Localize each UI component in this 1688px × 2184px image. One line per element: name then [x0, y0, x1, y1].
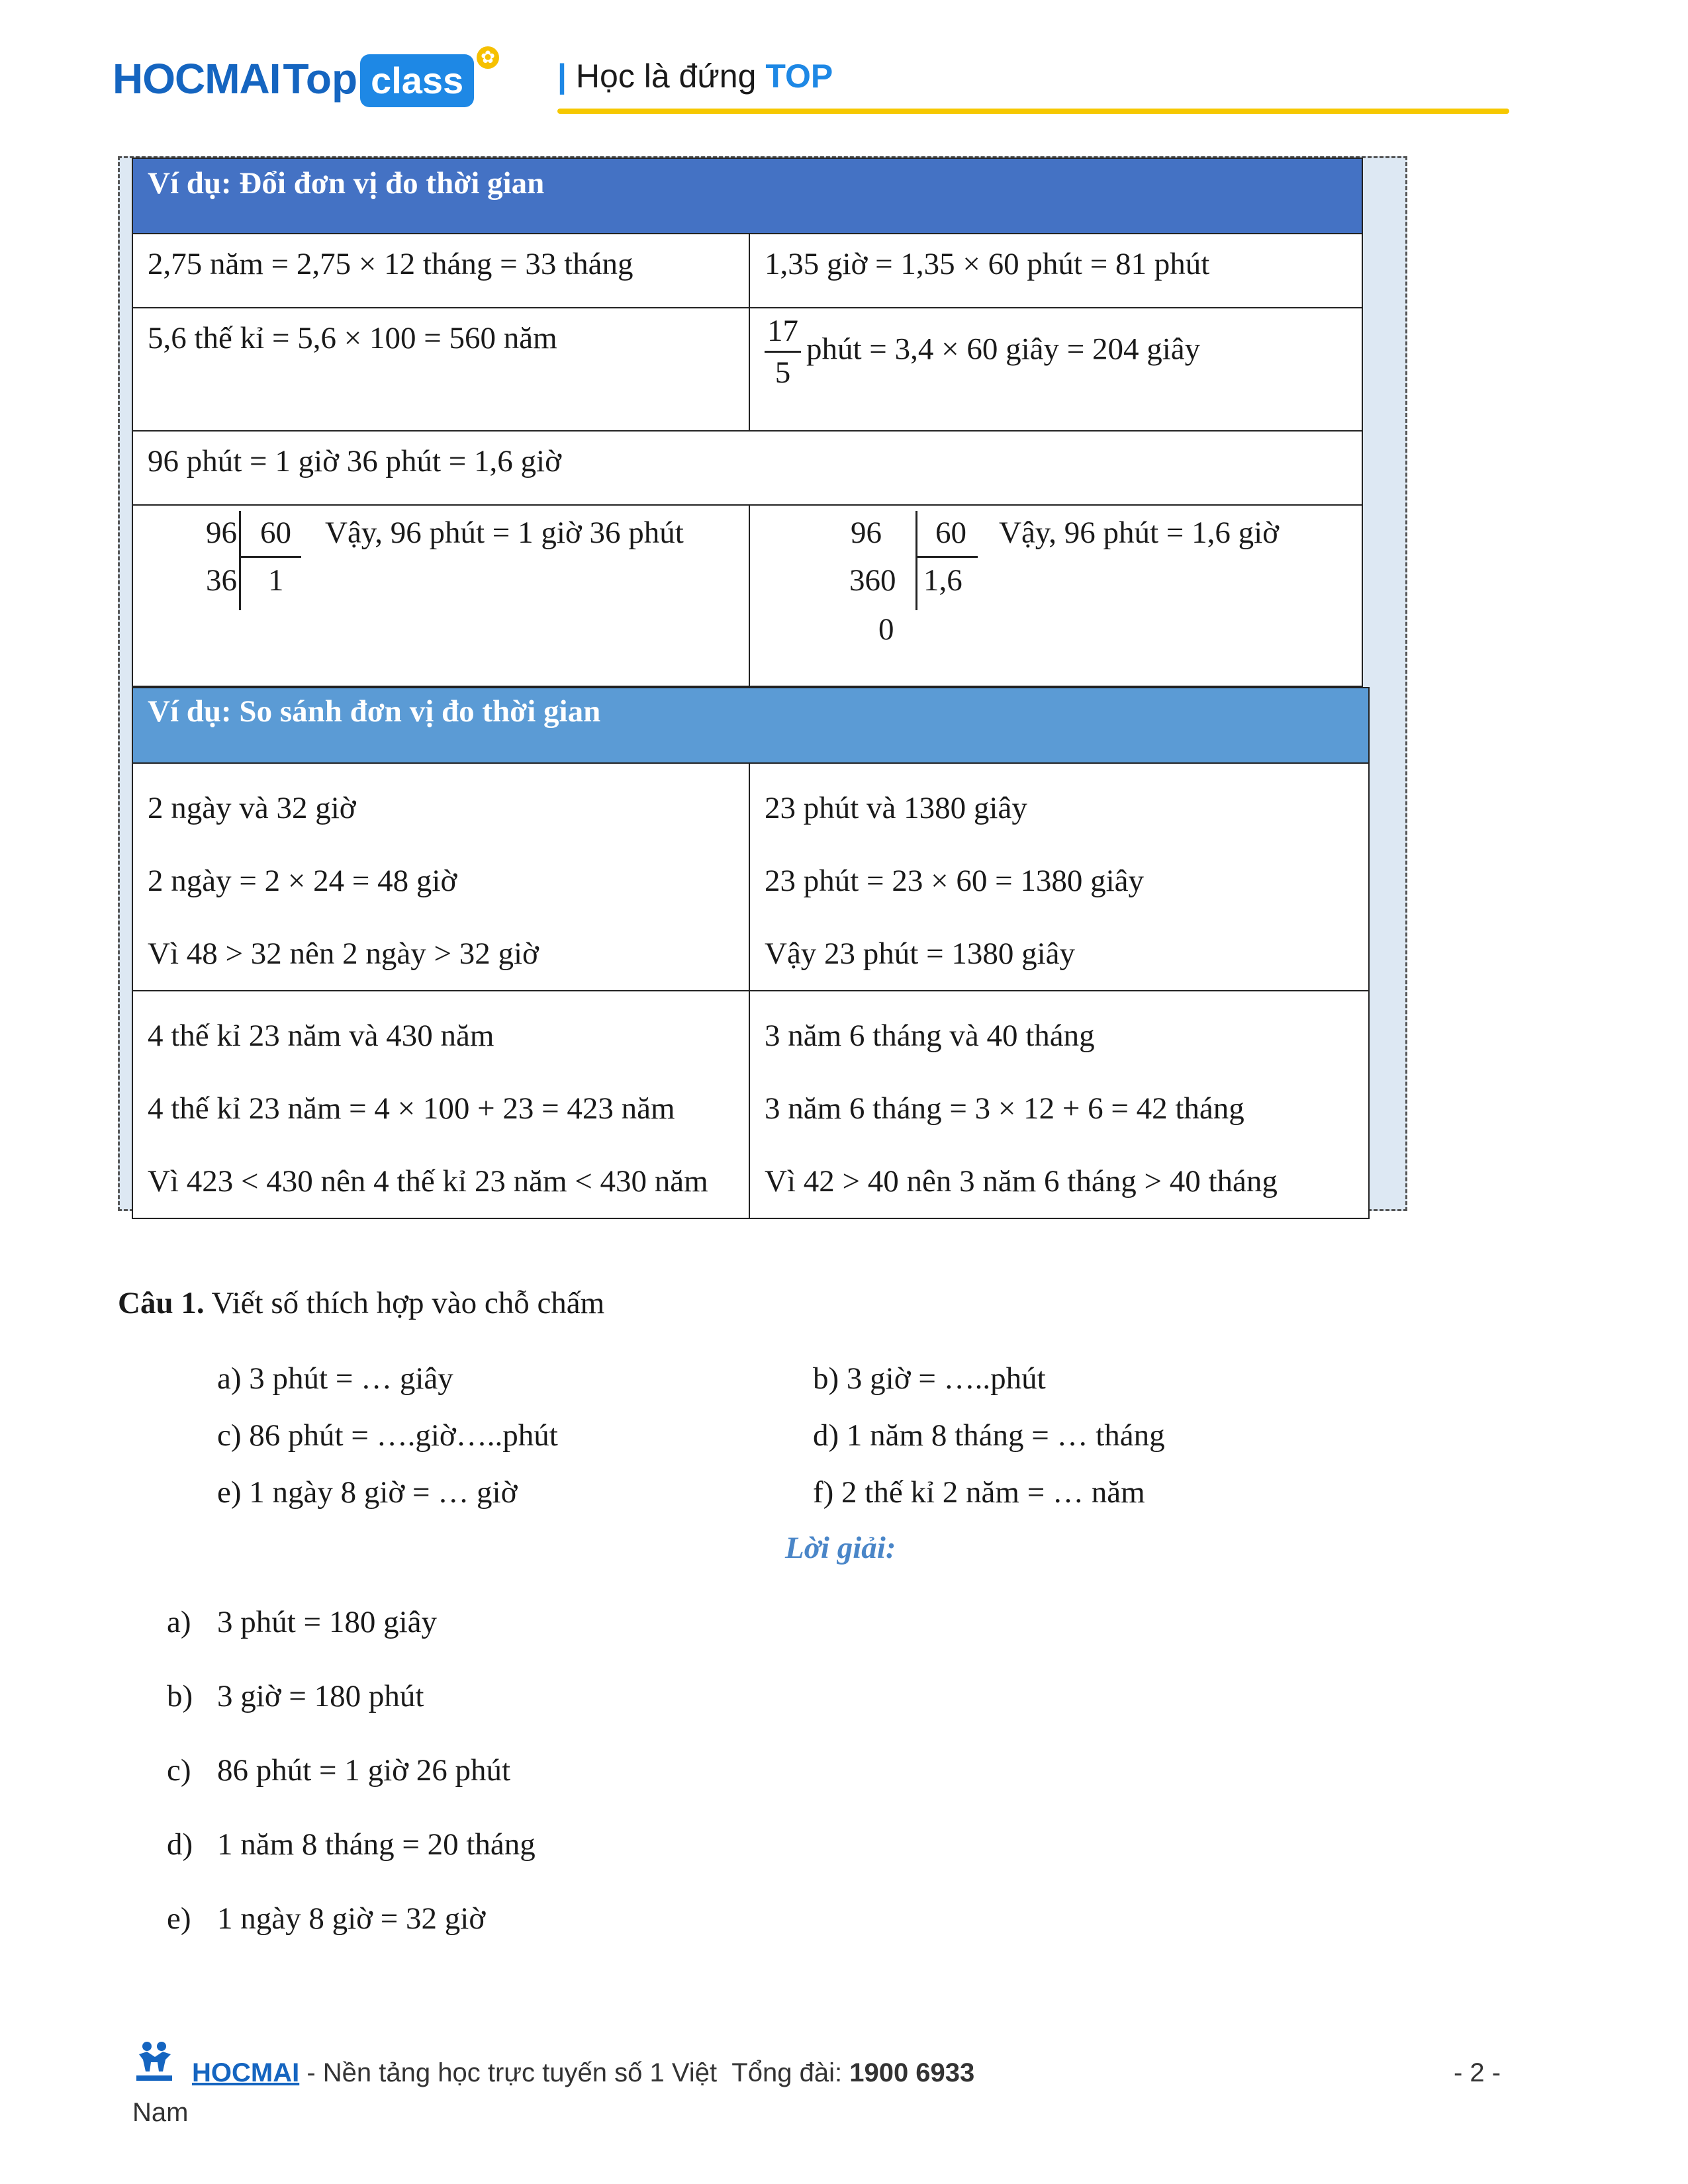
logo-top: Top — [283, 55, 358, 103]
question-item-b: b) 3 giờ = …..phút — [813, 1361, 1046, 1396]
table-cell — [749, 991, 1369, 1218]
division-line — [240, 556, 301, 558]
question-item-f: f) 2 thế kỉ 2 năm = … năm — [813, 1475, 1145, 1510]
footer-line — [192, 2058, 974, 2088]
answer-text: 1 ngày 8 giờ = 32 giờ — [217, 1901, 486, 1936]
slogan-text: Học là đứng — [575, 58, 757, 95]
answer-label: c) — [167, 1753, 191, 1788]
answer-label: d) — [167, 1827, 193, 1862]
answer-text: 86 phút = 1 giờ 26 phút — [217, 1753, 511, 1788]
cell-line: 2 ngày = 2 × 24 = 48 giờ — [148, 864, 457, 898]
division-cell-2 — [749, 505, 1362, 686]
hotline-number: 1900 6933 — [849, 2058, 975, 2087]
question-label: Câu 1. — [118, 1286, 205, 1320]
footer-brand-link[interactable]: HOCMAI — [192, 2058, 300, 2087]
footer-text-wrap: Nam — [132, 2098, 189, 2127]
table-cell — [132, 991, 749, 1218]
division-note: Vậy, 96 phút = 1 giờ 36 phút — [325, 516, 684, 550]
answer-c — [167, 1752, 511, 1788]
answer-a — [167, 1604, 437, 1640]
cell-line: 4 thế kỉ 23 năm = 4 × 100 + 23 = 423 năm — [148, 1091, 675, 1126]
remainder: 360 — [849, 563, 896, 598]
hotline-label: Tổng đài: — [731, 2058, 843, 2087]
divisor: 60 — [935, 516, 966, 550]
division-line — [917, 556, 978, 558]
answer-label: e) — [167, 1901, 191, 1936]
hocmai-mini-logo-icon — [132, 2040, 176, 2083]
table-cell — [132, 234, 749, 308]
cell-text: 96 phút = 1 giờ 36 phút = 1,6 giờ — [148, 444, 561, 478]
logo-class: class — [360, 54, 474, 107]
comparison-title-text: Ví dụ: So sánh đơn vị đo thời gian — [148, 694, 601, 729]
conversion-table-title — [132, 158, 1362, 234]
cell-line: 3 năm 6 tháng = 3 × 12 + 6 = 42 tháng — [765, 1091, 1244, 1126]
conversion-title-text: Ví dụ: Đổi đơn vị đo thời gian — [148, 166, 545, 201]
page-number: - 2 - — [1454, 2058, 1501, 2087]
cell-text: 1,35 giờ = 1,35 × 60 phút = 81 phút — [765, 247, 1210, 281]
question-text: Viết số thích hợp vào chỗ chấm — [211, 1286, 605, 1320]
divisor: 60 — [260, 516, 291, 550]
comparison-table — [132, 687, 1370, 1219]
quotient: 1,6 — [923, 563, 962, 598]
slogan — [557, 57, 833, 95]
question-item-d: d) 1 năm 8 tháng = … tháng — [813, 1418, 1165, 1453]
cell-line: Vậy 23 phút = 1380 giây — [765, 936, 1076, 971]
sparkle-icon: ✿ — [477, 46, 499, 69]
table-cell — [132, 308, 749, 431]
question-item-e: e) 1 ngày 8 giờ = … giờ — [217, 1475, 518, 1510]
dividend: 96 — [851, 516, 882, 550]
slogan-bar: | — [557, 58, 567, 95]
comparison-table-title — [132, 688, 1369, 763]
cell-line: Vì 423 < 430 nên 4 thế kỉ 23 năm < 430 năm — [148, 1164, 708, 1199]
answer-text: 1 năm 8 tháng = 20 tháng — [217, 1827, 536, 1862]
table-cell — [132, 431, 1362, 505]
cell-line: 4 thế kỉ 23 năm và 430 năm — [148, 1019, 494, 1053]
remainder: 36 — [206, 563, 237, 598]
cell-line: 2 ngày và 32 giờ — [148, 791, 356, 825]
quotient: 1 — [268, 563, 284, 598]
cell-text: 5,6 thế kỉ = 5,6 × 100 = 560 năm — [148, 321, 557, 355]
brand-logo — [113, 54, 474, 114]
answer-e — [167, 1901, 486, 1936]
answer-text: 3 giờ = 180 phút — [217, 1679, 424, 1713]
cell-line: 23 phút = 23 × 60 = 1380 giây — [765, 864, 1144, 898]
division-note: Vậy, 96 phút = 1,6 giờ — [999, 516, 1279, 550]
table-cell — [749, 234, 1362, 308]
conversion-table — [132, 158, 1363, 687]
remainder-final: 0 — [878, 612, 894, 647]
cell-text: 2,75 năm = 2,75 × 12 tháng = 33 tháng — [148, 247, 633, 281]
slogan-top: TOP — [765, 58, 833, 95]
dividend: 96 — [206, 516, 237, 550]
division-cell-1 — [132, 505, 749, 686]
cell-line: 23 phút và 1380 giây — [765, 791, 1027, 825]
footer-text: - Nền tảng học trực tuyến số 1 Việt — [306, 2058, 718, 2087]
cell-line: Vì 48 > 32 nên 2 ngày > 32 giờ — [148, 936, 539, 971]
division-bar — [915, 511, 917, 610]
answer-d — [167, 1827, 536, 1862]
cell-line: Vì 42 > 40 nên 3 năm 6 tháng > 40 tháng — [765, 1164, 1278, 1199]
fraction-numerator: 17 — [765, 311, 801, 353]
answer-label: a) — [167, 1605, 191, 1639]
fraction-denominator: 5 — [774, 355, 791, 390]
header-divider — [557, 109, 1509, 114]
table-cell — [132, 763, 749, 991]
question-item-a: a) 3 phút = … giây — [217, 1361, 453, 1396]
cell-line: 3 năm 6 tháng và 40 tháng — [765, 1019, 1095, 1053]
table-cell — [749, 763, 1369, 991]
logo-hocmai: HOCMAI — [113, 55, 281, 103]
division-bar — [239, 511, 241, 610]
question-heading — [118, 1285, 604, 1321]
fraction — [765, 311, 801, 392]
answer-b — [167, 1678, 424, 1714]
answer-text: 3 phút = 180 giây — [217, 1605, 437, 1639]
cell-text: phút = 3,4 × 60 giây = 204 giây — [806, 332, 1201, 367]
table-cell — [749, 308, 1362, 431]
answer-label: b) — [167, 1679, 193, 1713]
solution-title: Lời giải: — [785, 1531, 896, 1565]
question-item-c: c) 86 phút = ….giờ…..phút — [217, 1418, 558, 1453]
